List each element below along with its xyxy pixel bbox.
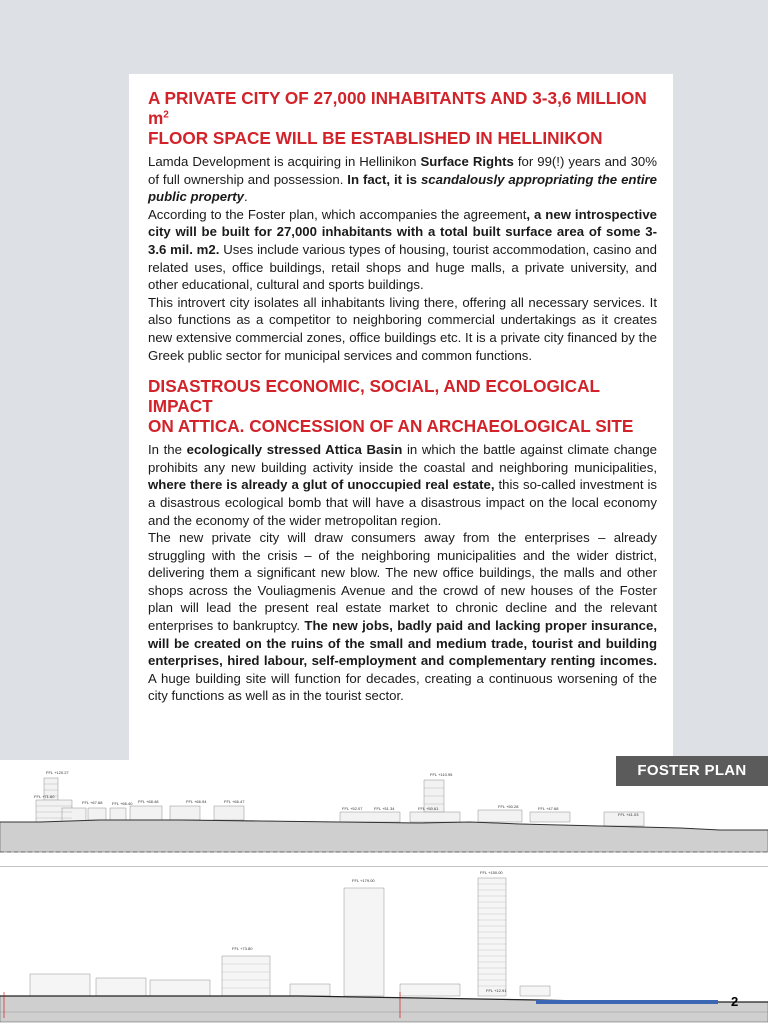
- building: [30, 974, 90, 996]
- building: [290, 984, 330, 996]
- text-run: Lamda Development is acquiring in Hellinikon: [148, 154, 421, 169]
- level-label: FFL +66.47: [224, 799, 245, 804]
- level-label: FFL +179.00: [352, 878, 375, 883]
- building: [62, 808, 86, 822]
- building: [96, 978, 146, 996]
- level-label: FFL +41.03: [618, 812, 639, 817]
- text-run: Uses include various types of housing, tourist accommodation, casino and related uses, office buildings, retail shops and huge malls, a private university, and other educational, cultural and sports buildings.: [148, 241, 658, 293]
- level-label: FFL +50.61: [418, 806, 439, 811]
- section2-heading: [148, 376, 657, 436]
- section2-heading-line1: DISASTROUS ECONOMIC, SOCIAL, AND ECOLOGICAL IMPACT: [148, 376, 600, 417]
- text-run: The new private city will draw consumers away from the enterprises – already struggling with the crisis – of the neighboring municipalities and the wider district, delivering them a significant new blow. The new office buildings, the malls and other shops across the Vouliagmenis Avenue and the crowd of new houses of the Foster plan will lead the present real estate market to chronic decline and the relevant enterprises to bankruptcy.: [148, 530, 657, 634]
- level-label: FFL +50.28: [498, 804, 519, 809]
- tower: [344, 888, 384, 996]
- section-drawing-svg: [0, 760, 768, 1024]
- building: [222, 956, 270, 996]
- article-content: [148, 88, 657, 705]
- building: [520, 986, 550, 996]
- section1-paragraph-3: This introvert city isolates all inhabitants living there, offering all necessary services. It also functions as a competitor to neighboring commercial undertakings as it creates new extensive commercial zones, office buildings etc. It is a private city financed by the Greek public sector for municipal services and common functions.: [148, 294, 657, 363]
- section2-heading-block: [148, 376, 657, 436]
- level-label: FFL +110.95: [430, 772, 453, 777]
- text-run: in which the battle against climate change prohibits any new building activity inside the coastal and neighboring municipalities,: [148, 442, 657, 475]
- level-label: FFL +67.68: [82, 800, 103, 805]
- water-strip: [536, 1000, 718, 1004]
- text-run-bold: In fact, it is: [347, 171, 421, 187]
- level-label: FFL +71.60: [34, 794, 55, 799]
- section1-paragraph-1: [148, 153, 657, 206]
- text-run: for 99(!) years and 30% of full ownership and possession.: [148, 154, 657, 187]
- level-label: FFL +68.48: [138, 799, 159, 804]
- level-label: FFL +47.68: [538, 806, 559, 811]
- building: [400, 984, 460, 996]
- section1-paragraph-2: [148, 206, 657, 294]
- section2-paragraph-2: [148, 529, 657, 705]
- text-run: A huge building site will function for decades, creating a continuous worsening of the city functions as well as in the tourist sector.: [148, 670, 657, 704]
- building: [150, 980, 210, 996]
- building: [530, 812, 570, 822]
- building: [214, 806, 244, 820]
- text-run-bold: where there is already a glut of unoccupied real estate,: [148, 477, 495, 493]
- article-panel: [129, 74, 673, 760]
- section2-heading-line2: ON ATTICA. CONCESSION OF AN ARCHAEOLOGICAL SITE: [148, 416, 634, 437]
- bottom-section: [0, 866, 768, 1022]
- text-run: In the: [148, 442, 187, 458]
- text-run-bold: , a new introspective city will be built for 27,000 inhabitants with a total built surface area of some 3-3.6 mil. m2.: [148, 206, 657, 257]
- foster-plan-badge: FOSTER PLAN: [616, 756, 768, 786]
- text-run: According to the Foster plan, which accompanies the agreement: [148, 206, 527, 222]
- building: [130, 806, 162, 820]
- text-run-bold: ecologically stressed Attica Basin: [186, 442, 403, 458]
- level-label: FFL +150.00: [480, 870, 503, 875]
- level-label: FFL +120.27: [46, 770, 69, 775]
- building: [340, 812, 400, 822]
- level-label: FFL +51.34: [374, 806, 395, 811]
- building: [478, 810, 522, 822]
- section1-heading-line2: FLOOR SPACE WILL BE ESTABLISHED IN HELLINIKON: [148, 128, 603, 148]
- level-label: FFL +66.94: [186, 799, 207, 804]
- level-label: FFL +52.07: [342, 806, 363, 811]
- page-number: 2: [731, 994, 739, 1009]
- section2-paragraph-1: [148, 441, 657, 529]
- text-run: .: [243, 189, 248, 205]
- level-label: FFL +66.40: [112, 801, 133, 806]
- text-run-bold-italic: scandalously appropriating the entire public property: [148, 171, 657, 205]
- section1-heading-line1: A PRIVATE CITY OF 27,000 INHABITANTS AND 3-3,6 MILLION m: [148, 88, 647, 128]
- ground-profile: [0, 820, 768, 852]
- section1-heading-block: [148, 88, 657, 148]
- building: [410, 812, 460, 822]
- building: [110, 808, 126, 820]
- building: [88, 808, 106, 820]
- tower: [478, 878, 506, 996]
- level-label: FFL +12.91: [486, 988, 507, 993]
- section1-heading-superscript: 2: [163, 109, 169, 121]
- text-run-bold: Surface Rights: [420, 154, 514, 169]
- level-label: FFL +73.80: [232, 946, 253, 951]
- foster-plan-section-drawing: [0, 760, 768, 1024]
- building: [170, 806, 200, 820]
- text-run-bold: The new jobs, badly paid and lacking proper insurance, will be created on the ruins of the small and medium trade, tourist and building enterprises, hired labour, self-employment and complementary renting incomes.: [148, 618, 657, 669]
- text-run: this so-called investment is a disastrous ecological bomb that will have a disastrous impact on the local economy and the economy of the wider metropolitan region.: [148, 477, 658, 528]
- section1-heading: [148, 88, 657, 148]
- ground-profile: [0, 996, 768, 1022]
